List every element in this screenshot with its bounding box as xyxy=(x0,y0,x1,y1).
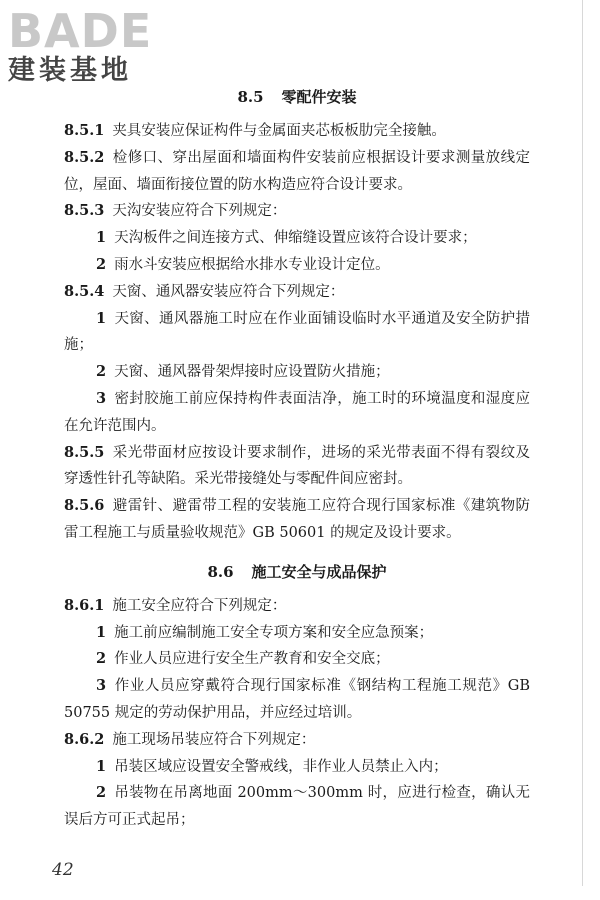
section-number: 8.6 xyxy=(207,562,234,581)
item-text: 密封胶施工前应保持构件表面洁净，施工时的环境温度和湿度应在允许范围内。 xyxy=(64,390,530,434)
item-text: 作业人员应穿戴符合现行国家标准《钢结构工程施工规范》GB 50755 规定的劳动保护用品，并应经过培训。 xyxy=(64,678,530,721)
clause-text: 施工安全应符合下列规定： xyxy=(112,597,287,614)
item-text: 雨水斗安装应根据给水排水专业设计定位。 xyxy=(114,256,390,273)
section-gap xyxy=(64,547,530,559)
clause-number: 8.5.3 xyxy=(64,202,105,220)
logo-mark: BADE xyxy=(8,4,153,58)
item-number: 3 xyxy=(96,389,107,407)
clause xyxy=(64,593,530,620)
item-text: 吊装区域应设置安全警戒线，非作业人员禁止入内； xyxy=(114,758,448,775)
logo xyxy=(8,6,152,86)
section-title: 施工安全与成品保护 xyxy=(251,562,387,581)
item-number: 2 xyxy=(96,650,107,668)
item-number: 1 xyxy=(96,229,107,247)
item-text: 施工前应编制施工安全专项方案和安全应急预案； xyxy=(114,624,434,641)
logo-text: 建装基地 xyxy=(8,55,132,86)
item-text: 吊装物在吊离地面 200mm～300mm 时，应进行检查，确认无误后方可正式起吊； xyxy=(64,785,530,829)
clause xyxy=(64,727,530,754)
page-edge-line xyxy=(582,0,583,886)
clause-text: 避雷针、避雷带工程的安装施工应符合现行国家标准《建筑物防雷工程施工与质量验收规范》GB 50601 的规定及设计要求。 xyxy=(64,498,530,541)
clause-text: 天沟安装应符合下列规定： xyxy=(112,203,287,220)
list-item xyxy=(64,252,530,279)
clause xyxy=(64,145,530,199)
item-number: 1 xyxy=(96,623,107,641)
list-item xyxy=(64,225,530,252)
heading-gap xyxy=(64,585,530,593)
clause xyxy=(64,493,530,547)
clause-number: 8.5.5 xyxy=(64,443,105,461)
item-number: 2 xyxy=(96,255,107,273)
clause-text: 检修口、穿出屋面和墙面构件安装前应根据设计要求测量放线定位，屋面、墙面衔接位置的防水构造应符合设计要求。 xyxy=(64,149,530,193)
clause-number: 8.5.1 xyxy=(64,122,105,139)
list-item xyxy=(64,673,530,727)
section-number: 8.5 xyxy=(237,88,264,106)
item-text: 天窗、通风器施工时应在作业面铺设临时水平通道及安全防护措施； xyxy=(64,310,530,354)
heading-gap xyxy=(64,110,530,118)
list-item xyxy=(64,306,530,360)
clause-text: 夹具安装应保证构件与金属面夹芯板板肋完全接触。 xyxy=(112,123,446,139)
item-text: 作业人员应进行安全生产教育和安全交底； xyxy=(114,651,390,668)
item-number: 2 xyxy=(96,784,107,802)
clause-number: 8.5.6 xyxy=(64,497,105,515)
item-number: 1 xyxy=(96,309,107,327)
list-item xyxy=(64,646,530,673)
section-heading xyxy=(64,84,530,110)
clause-number: 8.5.4 xyxy=(64,282,105,300)
clause-number: 8.6.2 xyxy=(64,730,105,748)
clause-number: 8.6.1 xyxy=(64,596,105,614)
list-item xyxy=(64,780,530,834)
clause xyxy=(64,118,530,145)
clause xyxy=(64,440,530,494)
item-text: 天窗、通风器骨架焊接时应设置防火措施； xyxy=(114,364,390,381)
item-number: 2 xyxy=(96,363,107,381)
list-item xyxy=(64,620,530,647)
section-title: 零配件安装 xyxy=(281,88,357,106)
clause xyxy=(64,279,530,306)
clause-text: 采光带面材应按设计要求制作，进场的采光带表面不得有裂纹及穿透性针孔等缺陷。采光带接缝处与零配件间应密封。 xyxy=(64,444,530,488)
item-text: 天沟板件之间连接方式、伸缩缝设置应该符合设计要求； xyxy=(114,230,477,247)
clause-text: 施工现场吊装应符合下列规定： xyxy=(112,731,316,748)
document-body xyxy=(64,84,530,834)
clause-text: 天窗、通风器安装应符合下列规定： xyxy=(112,283,345,300)
clause xyxy=(64,198,530,225)
item-number: 1 xyxy=(96,757,107,775)
list-item xyxy=(64,754,530,781)
section-heading xyxy=(64,559,530,585)
item-number: 3 xyxy=(96,677,107,695)
list-item xyxy=(64,386,530,440)
clause-number: 8.5.2 xyxy=(64,148,105,166)
list-item xyxy=(64,359,530,386)
page-number: 42 xyxy=(52,860,74,880)
